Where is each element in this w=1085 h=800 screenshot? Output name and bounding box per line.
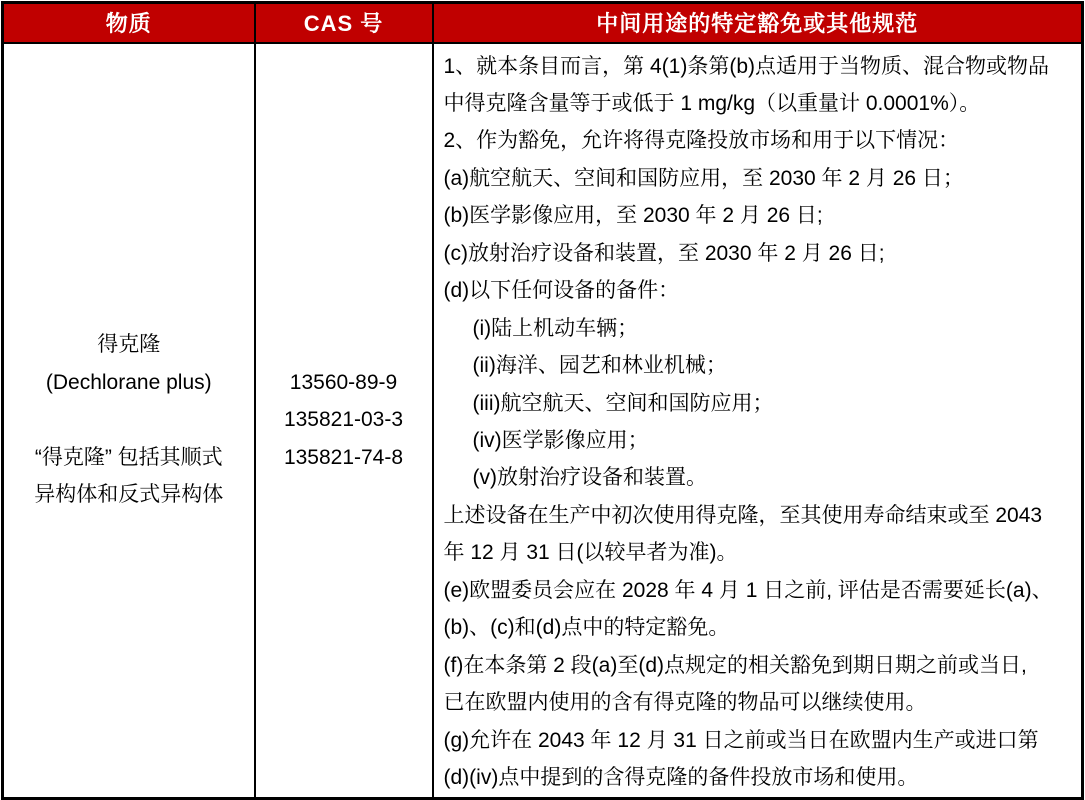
exemption-line: (c)放射治疗设备和装置，至 2030 年 2 月 26 日;: [443, 241, 885, 265]
exemption-line: (d)以下任何设备的备件：: [443, 279, 680, 303]
substance-exemption-table: [1, 1, 1084, 800]
exemption-line: (i)陆上机动车辆；: [472, 316, 639, 340]
exemption-line: (d)(iv)点中提到的含得克隆的备件投放市场和使用。: [443, 766, 919, 790]
exemption-line: 已在欧盟内使用的含有得克隆的物品可以继续使用。: [443, 691, 927, 715]
exemption-line: (ii)海洋、园艺和林业机械；: [472, 354, 727, 378]
substance-line: (Dechlorane plus): [45, 370, 212, 394]
exemption-line: (v)放射治疗设备和装置。: [472, 466, 707, 490]
exemption-line: (iv)医学影像应用；: [472, 429, 649, 453]
exemption-line: 上述设备在生产中初次使用得克隆，至其使用寿命结束或至 2043: [443, 503, 1043, 527]
exemption-line: (g)允许在 2043 年 12 月 31 日之前或当日在欧盟内生产或进口第: [443, 728, 1039, 752]
cas-number: 135821-74-8: [283, 445, 404, 469]
cas-number: 13560-89-9: [289, 370, 398, 394]
exemption-line: 2、作为豁免，允许将得克隆投放市场和用于以下情况：: [443, 129, 960, 153]
cas-cell: [255, 43, 433, 799]
exemption-line: (b)医学影像应用，至 2030 年 2 月 26 日;: [443, 204, 823, 228]
substance-line: 得克隆: [97, 333, 161, 357]
exemption-line: (f)在本条第 2 段(a)至(d)点规定的相关豁免到期日期之前或当日,: [443, 653, 1027, 677]
exemption-line: 年 12 月 31 日(以较早者为准)。: [443, 541, 738, 565]
exemption-line: 中得克隆含量等于或低于 1 mg/kg（以重量计 0.0001%）。: [443, 91, 981, 115]
exemption-cell: [433, 43, 1083, 799]
exemption-line: 1、就本条目而言，第 4(1)条第(b)点适用于当物质、混合物或物品: [443, 54, 1050, 78]
substance-line: 异构体和反式异构体: [34, 483, 224, 507]
header-cell-cas: CAS 号: [255, 3, 433, 43]
cas-number: 135821-03-3: [283, 408, 404, 432]
substance-line: “得克隆” 包括其顺式: [34, 445, 223, 469]
exemption-line: (iii)航空航天、空间和国防应用；: [472, 391, 774, 415]
substance-line: [4, 401, 254, 439]
header-cell-exemption: 中间用途的特定豁免或其他规范: [433, 3, 1083, 43]
data-row: [3, 43, 1083, 799]
substance-cell: [3, 43, 255, 799]
exemption-line: (b)、(c)和(d)点中的特定豁免。: [443, 616, 730, 640]
exemption-line: (a)航空航天、空间和国防应用，至 2030 年 2 月 26 日；: [443, 166, 964, 190]
header-row: [3, 3, 1083, 43]
header-cell-substance: 物质: [3, 3, 255, 43]
exemption-line: (e)欧盟委员会应在 2028 年 4 月 1 日之前, 评估是否需要延长(a)、: [443, 578, 1053, 602]
